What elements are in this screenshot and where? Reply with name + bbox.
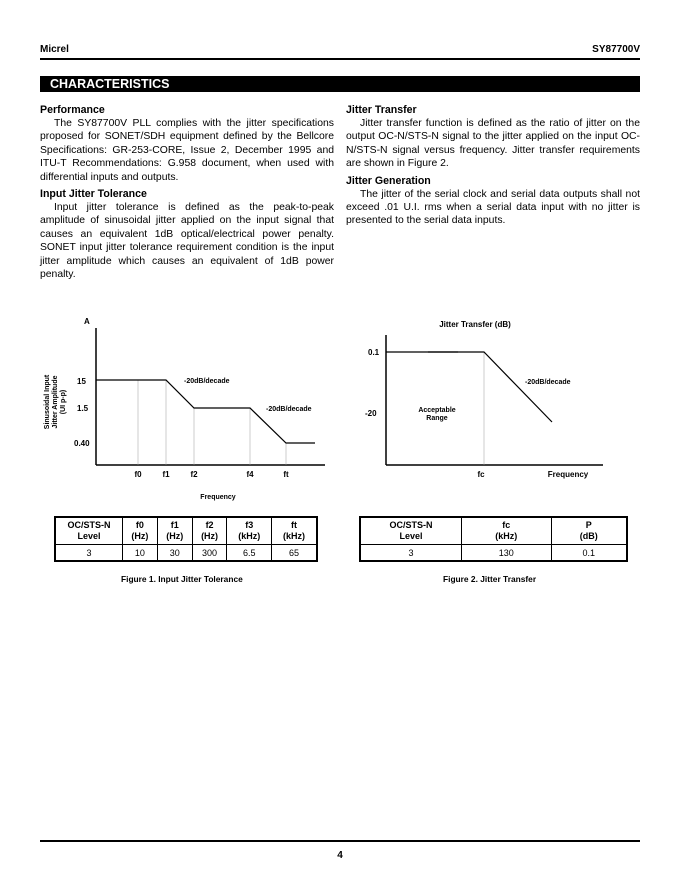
table-cell: 10 xyxy=(123,545,158,562)
performance-text: The SY87700V PLL complies with the jitter specifications proposed for SONET/SDH equipment defined by the Bellcore Specifications: GR-253-CORE, Issue 2, December 1995 and ITU-T Recommendations: G.958 document, when used with differential inputs and outputs. xyxy=(40,118,334,183)
table-row xyxy=(55,545,317,562)
figure1-table xyxy=(54,516,318,562)
fig1-xtick-f0: f0 xyxy=(134,470,142,479)
fig1-ytick-15: 15 xyxy=(77,377,86,386)
figure2-caption: Figure 2. Jitter Transfer xyxy=(443,574,537,584)
table-cell: 130 xyxy=(462,545,552,562)
header-part-number: SY87700V xyxy=(592,44,640,55)
fig1-y-axis-letter: A xyxy=(84,317,90,326)
table-header: f0 (Hz) xyxy=(123,517,158,545)
fig1-ylabel-line2: Jitter Amplitude xyxy=(52,375,59,429)
table-header: f3 (kHz) xyxy=(227,517,272,545)
jitter-transfer-heading: Jitter Transfer xyxy=(346,104,417,116)
table-row xyxy=(360,517,627,545)
figure1-caption: Figure 1. Input Jitter Tolerance xyxy=(121,574,243,584)
fig2-xtick-fc: fc xyxy=(477,470,485,479)
table-cell: 6.5 xyxy=(227,545,272,562)
fig1-xtick-ft: ft xyxy=(283,470,289,479)
fig2-xlabel: Frequency xyxy=(547,470,589,479)
fig1-slope-annotation-1: -20dB/decade xyxy=(184,378,230,385)
footer-rule xyxy=(40,840,640,842)
fig1-xlabel: Frequency xyxy=(200,494,236,501)
table-header: OC/STS-N Level xyxy=(360,517,462,545)
fig2-title: Jitter Transfer (dB) xyxy=(439,320,511,329)
table-header: OC/STS-N Level xyxy=(55,517,123,545)
table-cell: 3 xyxy=(360,545,462,562)
figure2-table xyxy=(359,516,628,562)
input-jitter-tolerance-text: Input jitter tolerance is defined as the peak-to-peak amplitude of sinusoidal jitter applied on the input signal that causes an equivalent 1dB optical/electrical power penalty. SONET input jitter tolerance requirement condition is the input jitter amplitude which causes an equivalent of 1dB power penalty. xyxy=(40,202,334,281)
fig1-ylabel-line1: Sinusoidal Input xyxy=(44,374,51,430)
figure2-chart xyxy=(365,320,603,479)
fig1-xtick-f4: f4 xyxy=(246,470,254,479)
table-header: f1 (Hz) xyxy=(157,517,192,545)
table-row xyxy=(55,517,317,545)
header-company: Micrel xyxy=(40,44,69,55)
fig1-ytick-1-5: 1.5 xyxy=(77,404,89,413)
table-cell: 30 xyxy=(157,545,192,562)
fig2-transfer-curve xyxy=(386,352,552,422)
table-cell: 300 xyxy=(192,545,227,562)
jitter-transfer-text: Jitter transfer function is defined as the ratio of jitter on the output OC-N/STS-N signal to the jitter applied on the input OC-N/STS-N signal versus frequency. Jitter transfer requirements are shown in Figure 2. xyxy=(346,118,640,170)
table-cell: 0.1 xyxy=(551,545,627,562)
table-cell: 65 xyxy=(271,545,317,562)
fig2-slope-annotation: -20dB/decade xyxy=(525,379,571,386)
table-cell: 3 xyxy=(55,545,123,562)
table-header: fc (kHz) xyxy=(462,517,552,545)
jitter-generation-text: The jitter of the serial clock and serial data outputs shall not exceed .01 U.I. rms when a serial data input with no jitter is presented to the serial data inputs. xyxy=(346,188,640,227)
fig1-slope-annotation-2: -20dB/decade xyxy=(266,406,312,413)
jitter-generation-heading: Jitter Generation xyxy=(346,174,431,187)
table-row xyxy=(360,545,627,562)
fig2-ytick-minus20: -20 xyxy=(365,409,377,418)
section-title: CHARACTERISTICS xyxy=(40,76,640,92)
performance-heading: Performance xyxy=(40,104,105,116)
fig2-acceptable-label: Acceptable xyxy=(418,407,456,414)
fig1-xtick-f2: f2 xyxy=(190,470,198,479)
table-header: ft (kHz) xyxy=(271,517,317,545)
input-jitter-tolerance-heading: Input Jitter Tolerance xyxy=(40,188,147,201)
page-number: 4 xyxy=(337,850,343,861)
table-header: f2 (Hz) xyxy=(192,517,227,545)
fig1-ytick-0-40: 0.40 xyxy=(74,439,90,448)
fig2-ytick-0-1: 0.1 xyxy=(368,348,380,357)
table-header: P (dB) xyxy=(551,517,627,545)
fig1-ylabel-line3: (UI p-p) xyxy=(60,389,67,415)
fig1-xtick-f1: f1 xyxy=(162,470,170,479)
fig2-range-label: Range xyxy=(426,415,448,422)
